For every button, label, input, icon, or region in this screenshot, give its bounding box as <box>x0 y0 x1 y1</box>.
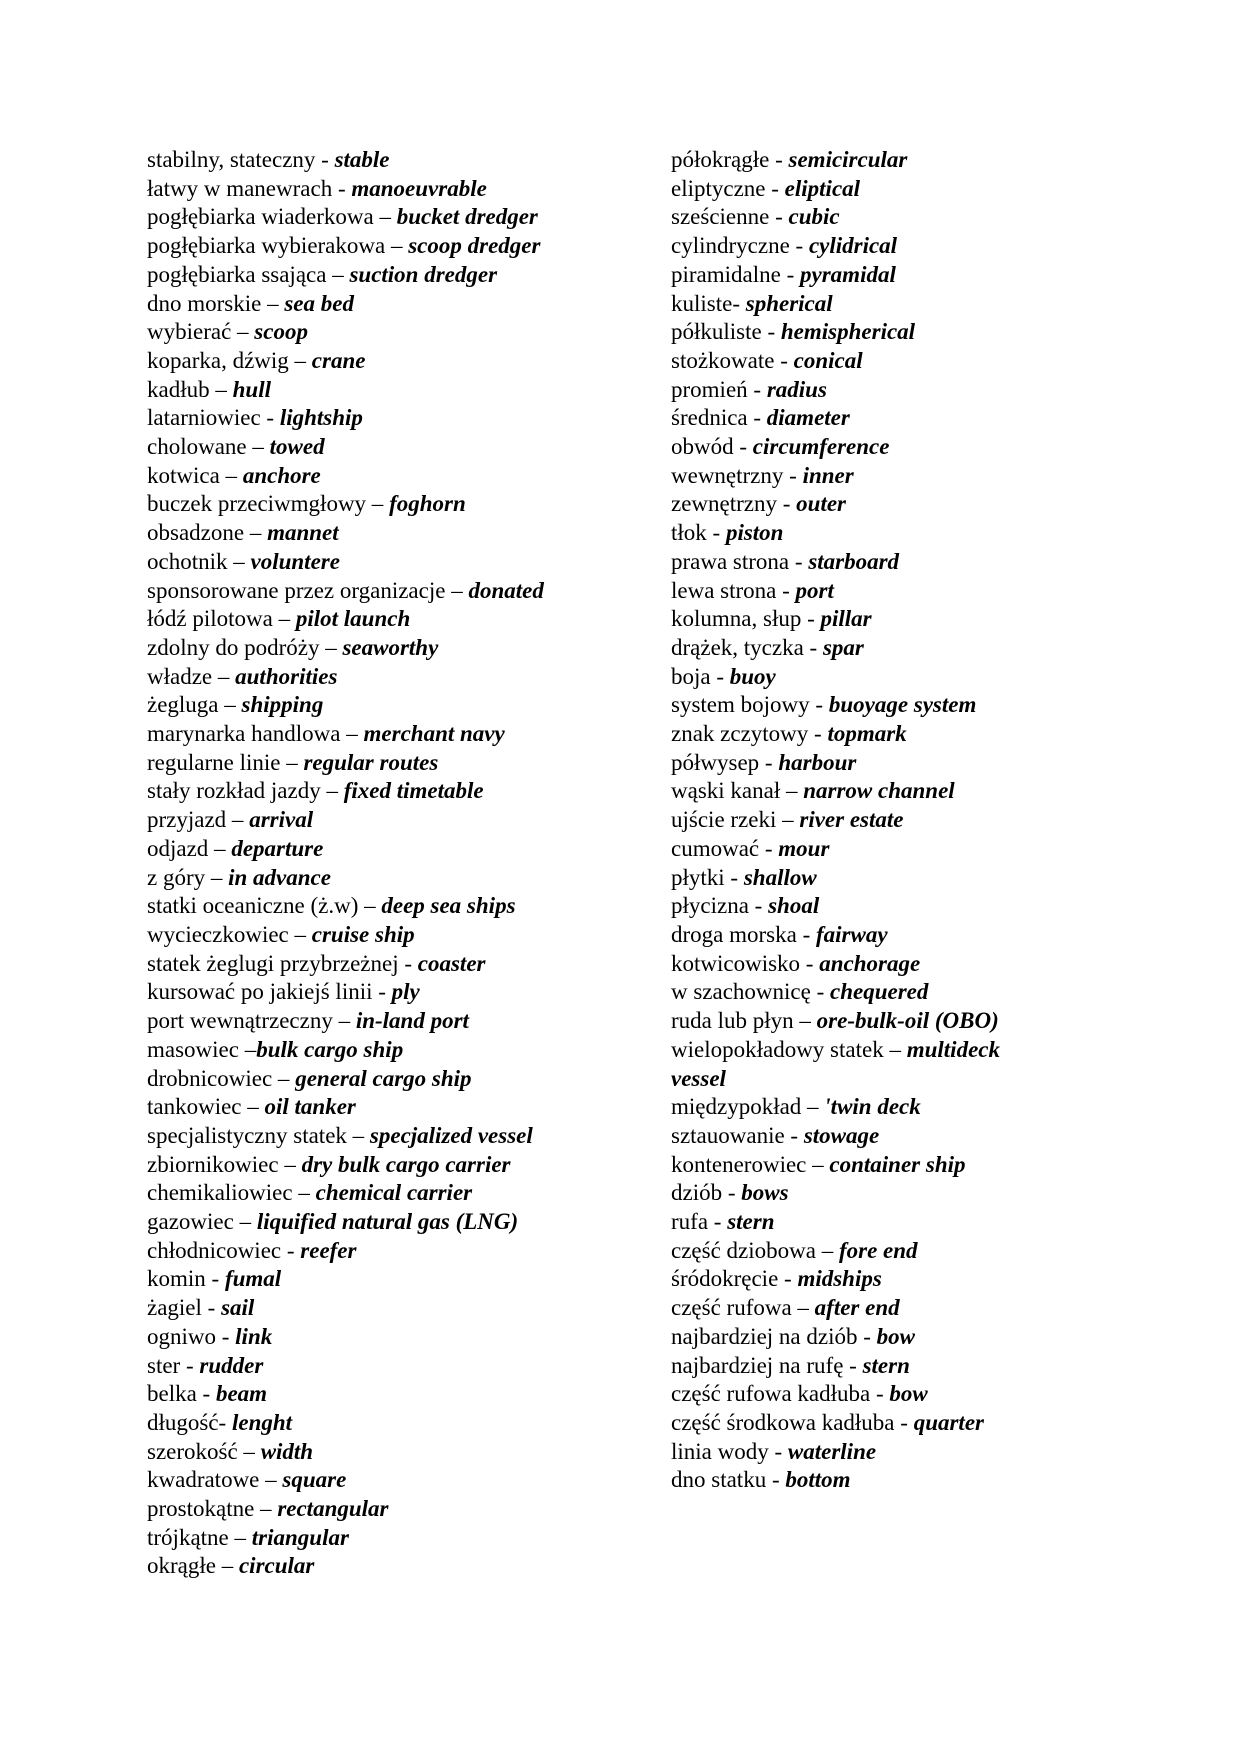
polish-term: prostokątne – <box>147 1496 278 1522</box>
polish-term: stożkowate - <box>671 347 794 373</box>
polish-term: eliptyczne - <box>671 175 785 201</box>
english-translation: sea bed <box>284 290 354 316</box>
vocabulary-entry <box>147 376 647 405</box>
english-translation: topmark <box>827 721 907 747</box>
polish-term: wąski kanał – <box>671 778 804 804</box>
polish-term: najbardziej na rufę - <box>671 1352 863 1378</box>
english-translation: link <box>235 1323 273 1349</box>
english-translation: narrow channel <box>803 778 955 804</box>
english-translation: stern <box>862 1352 910 1378</box>
vocabulary-entry <box>147 1438 647 1467</box>
polish-term: średnica - <box>671 405 767 431</box>
vocabulary-entry <box>671 1265 1171 1294</box>
polish-term: długość- <box>147 1409 232 1435</box>
polish-term: kuliste- <box>671 290 746 316</box>
english-translation: quarter <box>913 1409 984 1435</box>
vocabulary-entry <box>147 1208 647 1237</box>
english-translation: rectangular <box>277 1496 389 1522</box>
polish-term: port wewnątrzeczny – <box>147 1008 356 1034</box>
polish-term: kotwica – <box>147 462 243 488</box>
polish-term: wycieczkowiec – <box>147 921 312 947</box>
polish-term: buczek przeciwmgłowy – <box>147 491 390 517</box>
vocabulary-entry <box>671 1007 1171 1036</box>
polish-term: wielopokładowy statek – <box>671 1036 907 1062</box>
vocabulary-entry <box>671 318 1171 347</box>
vocabulary-entry <box>147 519 647 548</box>
polish-term: ruda lub płyn – <box>671 1008 817 1034</box>
english-translation: midships <box>797 1266 882 1292</box>
polish-term: władze – <box>147 663 236 689</box>
english-translation: bottom <box>785 1467 851 1493</box>
english-translation: hemispherical <box>780 319 916 345</box>
vocabulary-entry <box>671 663 1171 692</box>
english-translation: oil tanker <box>264 1094 356 1120</box>
english-translation: outer <box>796 491 846 517</box>
english-translation: bucket dredger <box>396 204 538 230</box>
english-translation: diameter <box>766 405 850 431</box>
english-translation: chequered <box>830 979 929 1005</box>
english-translation: stern <box>727 1209 775 1235</box>
vocabulary-entry <box>147 892 647 921</box>
vocabulary-entry <box>147 347 647 376</box>
vocabulary-entry <box>147 404 647 433</box>
polish-term: rufa - <box>671 1209 728 1235</box>
vocabulary-entry <box>671 1237 1171 1266</box>
vocabulary-entry <box>671 634 1171 663</box>
polish-term: pogłębiarka wybierakowa – <box>147 233 409 259</box>
polish-term: chłodnicowiec - <box>147 1237 301 1263</box>
english-translation: general cargo ship <box>295 1065 472 1091</box>
english-translation: cylidrical <box>808 233 898 259</box>
polish-term: stabilny, stateczny - <box>147 147 335 172</box>
english-translation: hull <box>232 376 271 402</box>
english-translation: conical <box>793 347 863 373</box>
polish-term: znak zczytowy - <box>671 721 828 747</box>
english-translation: rudder <box>199 1352 264 1378</box>
vocabulary-entry <box>147 1380 647 1409</box>
polish-term: masowiec – <box>147 1036 257 1062</box>
polish-term: część rufowa – <box>671 1295 815 1321</box>
vocabulary-entry <box>147 691 647 720</box>
polish-term: kadłub – <box>147 376 233 402</box>
english-translation: scoop <box>254 319 308 345</box>
english-translation: harbour <box>778 749 857 775</box>
polish-term: kwadratowe – <box>147 1467 283 1493</box>
polish-term: półwysep - <box>671 749 779 775</box>
english-translation: coaster <box>417 950 486 976</box>
english-translation: bulk cargo ship <box>256 1036 404 1062</box>
polish-term: ster - <box>147 1352 200 1378</box>
polish-term: łódź pilotowa – <box>147 606 296 632</box>
vocabulary-entry <box>147 175 647 204</box>
polish-term: szerokość – <box>147 1438 261 1464</box>
polish-term: drobnicowiec – <box>147 1065 296 1091</box>
english-translation: width <box>260 1438 314 1464</box>
polish-term: przyjazd – <box>147 807 250 833</box>
polish-term: ogniwo - <box>147 1323 236 1349</box>
english-translation: starboard <box>808 548 900 574</box>
polish-term: zewnętrzny - <box>671 491 797 517</box>
polish-term: prawa strona - <box>671 548 809 574</box>
vocabulary-entry <box>147 1007 647 1036</box>
polish-term: wybierać – <box>147 319 255 345</box>
vocabulary-entry <box>671 1294 1171 1323</box>
polish-term: płycizna - <box>671 893 769 919</box>
english-translation: eliptical <box>784 175 861 201</box>
vocabulary-entry <box>671 519 1171 548</box>
vocabulary-column-right <box>671 146 1171 1495</box>
english-translation: radius <box>766 376 827 402</box>
english-translation: pillar <box>820 606 872 632</box>
polish-term: statki oceaniczne (ż.w) – <box>147 893 382 919</box>
vocabulary-entry <box>671 404 1171 433</box>
vocabulary-entry <box>671 1323 1171 1352</box>
vocabulary-entry <box>147 1466 647 1495</box>
polish-term: kontenerowiec – <box>671 1151 830 1177</box>
english-translation: fumal <box>224 1266 282 1292</box>
vocabulary-entry <box>147 835 647 864</box>
vocabulary-entry <box>671 203 1171 232</box>
vocabulary-entry <box>147 950 647 979</box>
polish-term: wewnętrzny - <box>671 462 803 488</box>
polish-term: żegluga – <box>147 692 242 718</box>
english-translation: foghorn <box>389 491 466 517</box>
english-translation: semicircular <box>788 147 908 172</box>
vocabulary-entry <box>147 1065 647 1094</box>
vocabulary-entry <box>671 806 1171 835</box>
vocabulary-entry <box>671 290 1171 319</box>
vocabulary-entry <box>671 1409 1171 1438</box>
english-translation: square <box>282 1467 347 1493</box>
english-translation: buoyage system <box>828 692 977 718</box>
polish-term: gazowiec – <box>147 1209 257 1235</box>
vocabulary-entry <box>147 864 647 893</box>
polish-term: stały rozkład jazdy – <box>147 778 344 804</box>
vocabulary-entry <box>671 950 1171 979</box>
vocabulary-entry <box>671 777 1171 806</box>
vocabulary-entry <box>147 318 647 347</box>
english-translation: bow <box>889 1381 928 1407</box>
vocabulary-entry <box>671 1438 1171 1467</box>
vocabulary-entry <box>147 146 647 175</box>
vocabulary-entry <box>147 1495 647 1524</box>
vocabulary-entry <box>671 749 1171 778</box>
vocabulary-column-left <box>147 146 647 1581</box>
vocabulary-entry <box>147 1409 647 1438</box>
vocabulary-entry <box>671 720 1171 749</box>
polish-term: dno statku - <box>671 1467 786 1493</box>
english-translation: mour <box>778 835 830 861</box>
vocabulary-entry <box>671 1208 1171 1237</box>
polish-term: komin - <box>147 1266 225 1292</box>
english-translation: seaworthy <box>342 634 439 660</box>
english-translation: merchant navy <box>363 721 505 747</box>
english-translation: river estate <box>799 807 904 833</box>
english-translation: cubic <box>788 204 840 230</box>
vocabulary-entry <box>147 290 647 319</box>
vocabulary-entry <box>671 605 1171 634</box>
polish-term: odjazd – <box>147 835 232 861</box>
english-translation: voluntere <box>250 548 340 574</box>
vocabulary-entry <box>671 1093 1171 1122</box>
vocabulary-entry <box>147 663 647 692</box>
vocabulary-entry <box>147 978 647 1007</box>
polish-term: cholowane – <box>147 434 270 460</box>
vocabulary-entry <box>147 577 647 606</box>
vocabulary-entry <box>147 634 647 663</box>
polish-term: lewa strona - <box>671 577 796 603</box>
vocabulary-entry <box>671 1352 1171 1381</box>
polish-term: boja - <box>671 663 730 689</box>
english-translation: beam <box>215 1381 268 1407</box>
english-translation: anchorage <box>819 950 921 976</box>
vocabulary-entry <box>671 175 1171 204</box>
vocabulary-entry <box>671 978 1171 1007</box>
english-translation: reefer <box>300 1237 357 1263</box>
english-translation: shallow <box>743 864 817 890</box>
english-translation: bow <box>876 1323 915 1349</box>
english-translation: specjalized vessel <box>369 1122 533 1148</box>
polish-term: cumować - <box>671 835 779 861</box>
polish-term: część dziobowa – <box>671 1237 839 1263</box>
polish-term: sześcienne - <box>671 204 789 230</box>
english-translation: waterline <box>787 1438 877 1464</box>
english-translation: donated <box>468 577 544 603</box>
english-translation: lightship <box>279 405 363 431</box>
polish-term: pogłębiarka wiaderkowa – <box>147 204 397 230</box>
polish-term: koparka, dźwig – <box>147 347 312 373</box>
polish-term: część środkowa kadłuba - <box>671 1409 914 1435</box>
polish-term: kursować po jakiejś linii - <box>147 979 392 1005</box>
vocabulary-entry <box>147 548 647 577</box>
english-translation: 'twin deck <box>824 1094 921 1120</box>
english-translation: shoal <box>768 893 820 919</box>
english-translation: lenght <box>231 1409 293 1435</box>
english-translation: circumference <box>752 434 890 460</box>
vocabulary-entry <box>147 1265 647 1294</box>
vocabulary-entry <box>147 749 647 778</box>
english-translation: departure <box>231 835 324 861</box>
vocabulary-entry <box>671 691 1171 720</box>
vocabulary-entry <box>671 1151 1171 1180</box>
english-translation: liquified natural gas (LNG) <box>256 1209 519 1235</box>
vocabulary-entry <box>147 605 647 634</box>
vocabulary-entry <box>671 864 1171 893</box>
english-translation: bows <box>741 1180 789 1206</box>
english-translation: spherical <box>745 290 833 316</box>
polish-term: marynarka handlowa – <box>147 721 364 747</box>
english-translation: deep sea ships <box>381 893 516 919</box>
polish-term: w szachownicę - <box>671 979 831 1005</box>
polish-term: płytki - <box>671 864 744 890</box>
polish-term: międzypokład – <box>671 1094 825 1120</box>
polish-term: system bojowy - <box>671 692 829 718</box>
english-translation: dry bulk cargo carrier <box>301 1151 511 1177</box>
vocabulary-entry <box>671 232 1171 261</box>
vocabulary-entry <box>147 490 647 519</box>
english-translation: buoy <box>729 663 776 689</box>
polish-term: żagiel - <box>147 1295 222 1321</box>
english-translation: inner <box>802 462 854 488</box>
vocabulary-entry <box>147 720 647 749</box>
vocabulary-entry <box>147 1122 647 1151</box>
polish-term: belka - <box>147 1381 216 1407</box>
english-translation: fixed timetable <box>343 778 484 804</box>
vocabulary-entry <box>147 777 647 806</box>
vocabulary-entry <box>147 921 647 950</box>
polish-term: najbardziej na dziób - <box>671 1323 877 1349</box>
polish-term: obsadzone – <box>147 520 268 546</box>
english-translation: fore end <box>838 1237 918 1263</box>
vocabulary-entry <box>147 1323 647 1352</box>
vocabulary-entry <box>671 1122 1171 1151</box>
polish-term: obwód - <box>671 434 753 460</box>
vocabulary-entry <box>671 490 1171 519</box>
english-translation: after end <box>814 1295 900 1321</box>
polish-term: kolumna, słup - <box>671 606 821 632</box>
polish-term: cylindryczne - <box>671 233 809 259</box>
vocabulary-entry <box>147 1036 647 1065</box>
english-translation: mannet <box>267 520 339 546</box>
polish-term: zdolny do podróży – <box>147 634 343 660</box>
polish-term: droga morska - <box>671 921 816 947</box>
polish-term: śródokręcie - <box>671 1266 798 1292</box>
english-translation: suction dredger <box>349 261 498 287</box>
polish-term: dziób - <box>671 1180 742 1206</box>
vocabulary-entry <box>671 1036 1031 1093</box>
english-translation: in-land port <box>355 1008 469 1034</box>
polish-term: latarniowiec - <box>147 405 280 431</box>
english-translation: container ship <box>829 1151 966 1177</box>
polish-term: łatwy w manewrach - <box>147 175 352 201</box>
english-translation: pyramidal <box>800 261 896 287</box>
english-translation: pilot launch <box>295 606 411 632</box>
vocabulary-entry <box>671 261 1171 290</box>
vocabulary-entry <box>147 261 647 290</box>
vocabulary-entry <box>671 577 1171 606</box>
vocabulary-entry <box>671 835 1171 864</box>
vocabulary-entry <box>671 376 1171 405</box>
polish-term: półkuliste - <box>671 319 781 345</box>
english-translation: arrival <box>249 807 314 833</box>
polish-term: z góry – <box>147 864 229 890</box>
english-translation: in advance <box>228 864 331 890</box>
vocabulary-entry <box>671 921 1171 950</box>
polish-term: chemikaliowiec – <box>147 1180 316 1206</box>
english-translation: ply <box>391 979 420 1005</box>
vocabulary-entry <box>671 433 1171 462</box>
vocabulary-entry <box>147 433 647 462</box>
vocabulary-entry <box>671 347 1171 376</box>
polish-term: linia wody - <box>671 1438 788 1464</box>
vocabulary-entry <box>147 1093 647 1122</box>
vocabulary-entry <box>147 1352 647 1381</box>
polish-term: część rufowa kadłuba - <box>671 1381 890 1407</box>
vocabulary-entry <box>671 1466 1171 1495</box>
polish-term: ujście rzeki – <box>671 807 800 833</box>
vocabulary-entry <box>147 806 647 835</box>
english-translation: stable <box>334 147 390 172</box>
english-translation: circular <box>238 1553 315 1579</box>
polish-term: regularne linie – <box>147 749 304 775</box>
english-translation: triangular <box>251 1524 349 1550</box>
english-translation: chemical carrier <box>315 1180 473 1206</box>
english-translation: cruise ship <box>311 921 415 947</box>
polish-term: pogłębiarka ssająca – <box>147 261 350 287</box>
english-translation: ore-bulk-oil (OBO) <box>816 1008 999 1034</box>
vocabulary-entry <box>671 462 1171 491</box>
polish-term: tłok - <box>671 520 726 546</box>
polish-term: drążek, tyczka - <box>671 634 823 660</box>
polish-term: zbiornikowiec – <box>147 1151 302 1177</box>
polish-term: specjalistyczny statek – <box>147 1122 370 1148</box>
vocabulary-entry <box>671 892 1171 921</box>
english-translation: piston <box>725 520 784 546</box>
polish-term: sponsorowane przez organizacje – <box>147 577 469 603</box>
polish-term: piramidalne - <box>671 261 801 287</box>
vocabulary-entry <box>147 232 647 261</box>
polish-term: trójkątne – <box>147 1524 252 1550</box>
polish-term: dno morskie – <box>147 290 285 316</box>
english-translation: crane <box>311 347 366 373</box>
polish-term: statek żeglugi przybrzeżnej - <box>147 950 418 976</box>
polish-term: ochotnik – <box>147 548 251 574</box>
vocabulary-entry <box>671 1380 1171 1409</box>
vocabulary-entry <box>147 1294 647 1323</box>
english-translation: towed <box>269 434 325 460</box>
english-translation: spar <box>822 634 864 660</box>
vocabulary-entry <box>147 1179 647 1208</box>
polish-term: kotwicowisko - <box>671 950 820 976</box>
polish-term: promień - <box>671 376 767 402</box>
vocabulary-entry <box>671 146 1171 175</box>
english-translation: port <box>795 577 834 603</box>
vocabulary-entry <box>147 1151 647 1180</box>
polish-term: okrągłe – <box>147 1553 239 1579</box>
polish-term: półokrągłe - <box>671 147 789 172</box>
vocabulary-entry <box>147 462 647 491</box>
polish-term: sztauowanie - <box>671 1122 804 1148</box>
polish-term: tankowiec – <box>147 1094 265 1120</box>
vocabulary-entry <box>671 1179 1171 1208</box>
english-translation: multideck vessel <box>671 1036 1000 1091</box>
vocabulary-entry <box>671 548 1171 577</box>
vocabulary-entry <box>147 1524 647 1553</box>
english-translation: regular routes <box>303 749 439 775</box>
vocabulary-entry <box>147 203 647 232</box>
english-translation: scoop dredger <box>408 233 541 259</box>
english-translation: authorities <box>235 663 338 689</box>
english-translation: stowage <box>803 1122 880 1148</box>
english-translation: sail <box>221 1295 255 1321</box>
english-translation: manoeuvrable <box>351 175 487 201</box>
english-translation: anchore <box>242 462 321 488</box>
english-translation: shipping <box>241 692 324 718</box>
vocabulary-entry <box>147 1552 647 1581</box>
english-translation: fairway <box>816 921 888 947</box>
vocabulary-entry <box>147 1237 647 1266</box>
